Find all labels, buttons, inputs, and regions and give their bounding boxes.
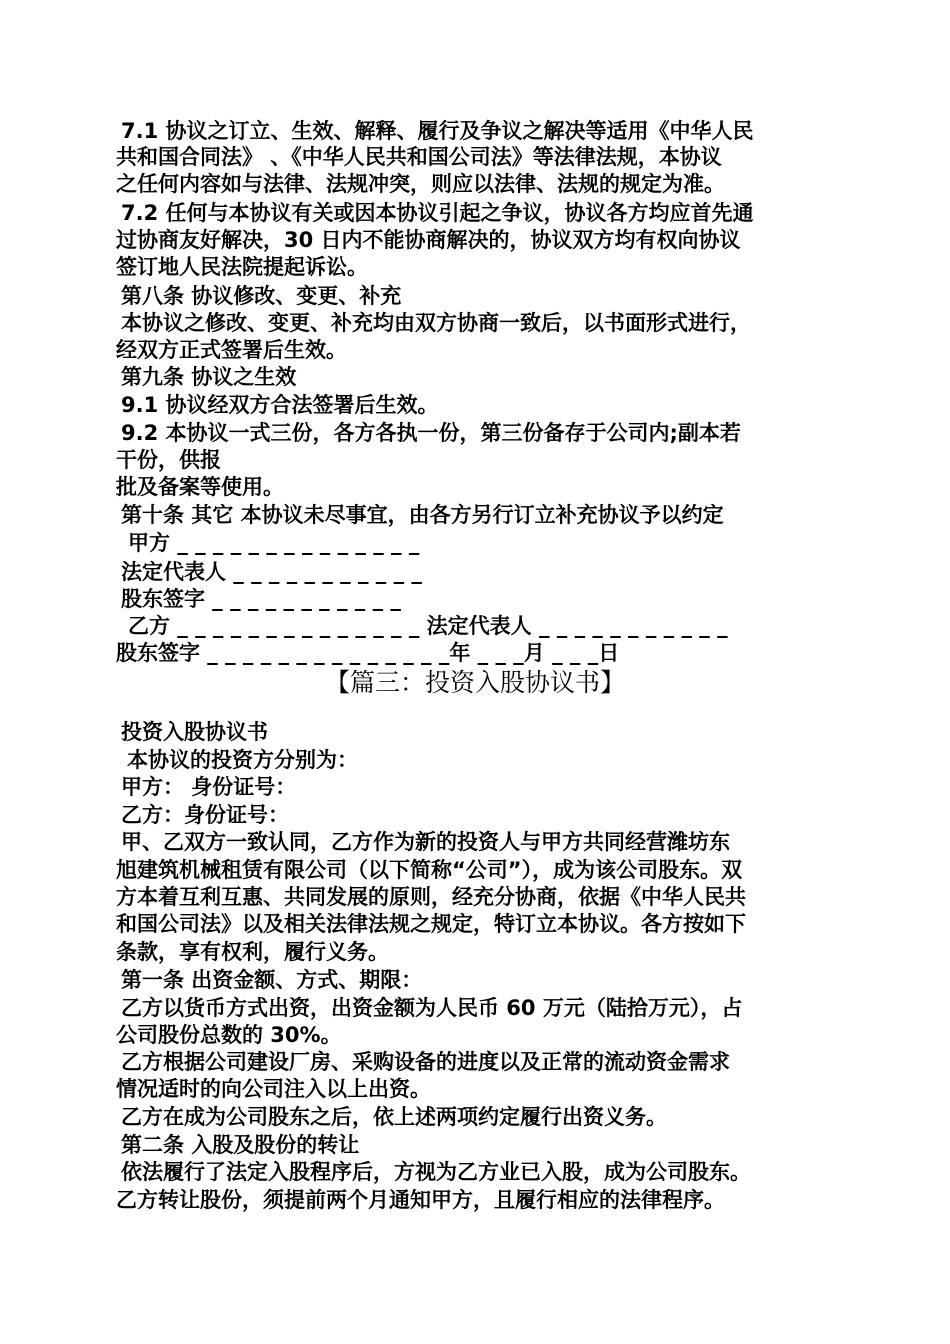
text-line: 方本着互利互惠、共同发展的原则，经充分协商，依据《中华人民共 [116,885,746,909]
article-heading: 第九条 协议之生效 [121,365,297,389]
text-line: 甲、乙双方一致认同，乙方作为新的投资人与甲方共同经营潍坊东 [121,830,730,854]
text-line: 公司股份总数的 30%。 [116,1023,342,1047]
text-line: 9.2 本协议一式三份，各方各执一份，第三份备存于公司内;副本若 [121,421,741,445]
text-line: 签订地人民法院提起诉讼。 [116,255,368,279]
article-heading: 第二条 入股及股份的转让 [121,1133,360,1157]
text-line: 旭建筑机械租赁有限公司（以下简称“公司”），成为该公司股东。双 [116,858,743,882]
text-line: 条款，享有权利，履行义务。 [116,940,389,964]
signature-line-legal-rep: 法定代表人 _ _ _ _ _ _ _ _ _ _ _ [121,560,422,584]
text-line: 过协商友好解决，30 日内不能协商解决的，协议双方均有权向协议 [116,228,741,252]
text-line: 乙方转让股份，须提前两个月通知甲方，且履行相应的法律程序。 [116,1188,725,1212]
signature-line-party-b: 乙方 _ _ _ _ _ _ _ _ _ _ _ _ _ _ 法定代表人 _ _ _ _ _ _ _ _ _ _ _ [128,614,728,638]
text-line: 7.1 协议之订立、生效、解释、履行及争议之解决等适用《中华人民 [121,119,754,143]
signature-line-party-a: 甲方 _ _ _ _ _ _ _ _ _ _ _ _ _ _ [128,531,420,555]
text-line: 和国公司法》以及相关法律法规之规定，特订立本协议。各方按如下 [116,912,746,936]
text-line: 乙方在成为公司股东之后，依上述两项约定履行出资义务。 [121,1105,667,1129]
text-line: 之任何内容如与法律、法规冲突，则应以法律、法规的规定为准。 [116,172,725,196]
text-line: 9.1 协议经双方合法签署后生效。 [121,393,439,417]
article-heading: 第一条 出资金额、方式、期限： [121,968,423,992]
text-line: 乙方以货币方式出资，出资金额为人民币 60 万元（陆拾万元），占 [121,996,743,1020]
signature-date-line: 股东签字 _ _ _ _ _ _ _ _ _ _ _ _ _ _年 _ _ _月 _ _ _日 [116,641,620,665]
section-title: 【篇三：投资入股协议书】 [324,668,625,697]
text-line: 依法履行了法定入股程序后，方视为乙方业已入股，成为公司股东。 [121,1160,751,1184]
text-line: 乙方根据公司建设厂房、采购设备的进度以及正常的流动资金需求 [121,1050,730,1074]
text-line: 共和国合同法》 、《中华人民共和国公司法》等法律法规，本协议 [116,145,722,169]
article-heading: 第八条 协议修改、变更、补充 [121,284,402,308]
text-line: 甲方： 身份证号： [121,775,297,799]
text-line: 批及备案等使用。 [116,475,284,499]
text-line: 乙方：身份证号： [121,803,289,827]
document-title: 投资入股协议书 [121,720,268,744]
article-heading: 第十条 其它 本协议未尽事宜，由各方另行订立补充协议予以约定 [121,503,724,527]
text-line: 干份，供报 [116,448,221,472]
text-line: 经双方正式签署后生效。 [116,338,347,362]
text-line: 情况适时的向公司注入以上出资。 [116,1077,431,1101]
text-line: 本协议的投资方分别为： [127,748,358,772]
signature-line-shareholder: 股东签字 _ _ _ _ _ _ _ _ _ _ _ [121,587,401,611]
text-line: 7.2 任何与本协议有关或因本协议引起之争议，协议各方均应首先通 [121,201,754,225]
text-line: 本协议之修改、变更、补充均由双方协商一致后，以书面形式进行， [121,311,751,335]
